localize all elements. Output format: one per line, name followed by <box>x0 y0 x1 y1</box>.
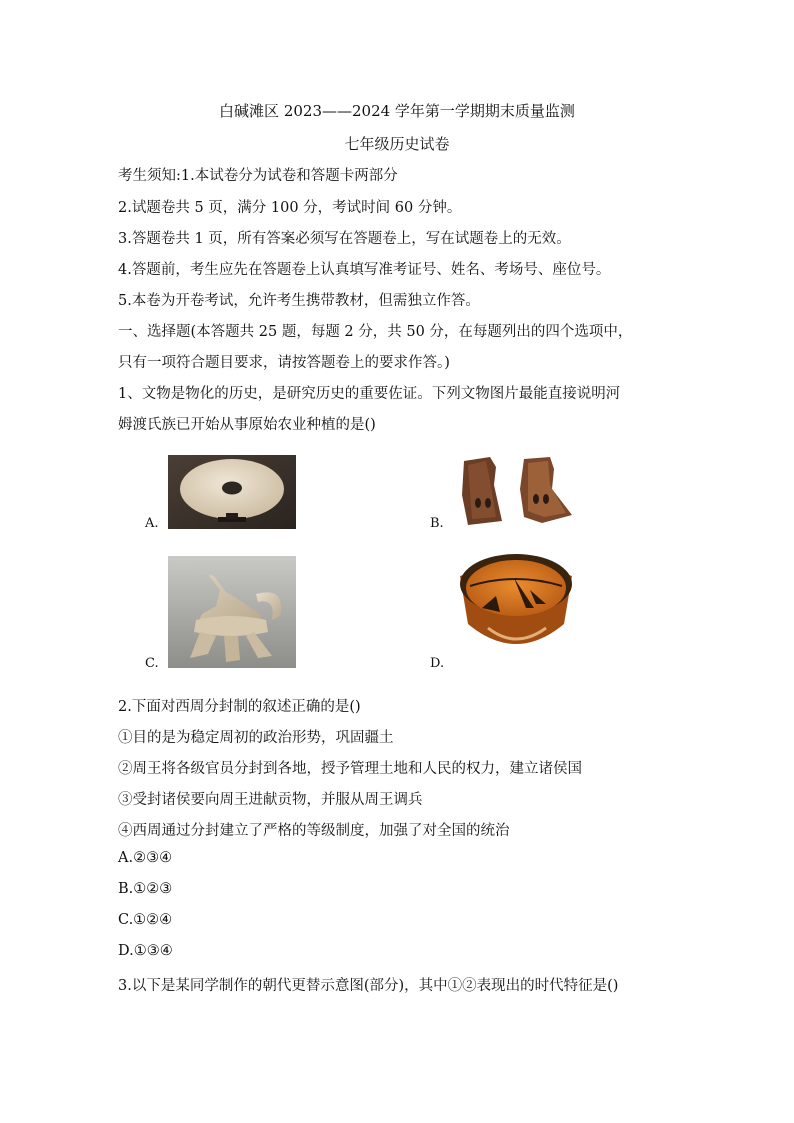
option-d-painted-bowl-image <box>456 546 576 666</box>
option-c-pottery-vessel-image <box>168 556 296 668</box>
q3-stem: 3.以下是某同学制作的朝代更替示意图(部分)，其中①②表现出的时代特征是() <box>118 978 619 994</box>
option-a-jade-disc-image <box>168 455 296 529</box>
q1-stem-line-1: 1、文物是物化的历史，是研究历史的重要佐证。下列文物图片最能直接说明河 <box>118 386 621 402</box>
section-heading-line-1: 一、选择题(本答题共 25 题，每题 2 分，共 50 分，在每题列出的四个选项中， <box>118 324 633 340</box>
q2-item-1: ①目的是为稳定周初的政治形势，巩固疆土 <box>118 730 394 746</box>
option-c-label: C. <box>145 656 159 671</box>
option-b-label: B. <box>430 516 444 531</box>
q2-option-d: D.①③④ <box>118 943 173 959</box>
notice-line-3: 3.答题卷共 1 页，所有答案必须写在答题卷上，写在试题卷上的无效。 <box>118 231 571 247</box>
option-b-bone-plough-image <box>458 455 578 527</box>
q1-stem-line-2: 姆渡氏族已开始从事原始农业种植的是() <box>118 417 376 433</box>
notice-line-1: 考生须知:1.本试卷分为试卷和答题卡两部分 <box>118 168 398 184</box>
exam-subtitle: 七年级历史试卷 <box>344 135 450 153</box>
q2-item-3: ③受封诸侯要向周王进献贡物，并服从周王调兵 <box>118 792 423 808</box>
notice-line-2: 2.试题卷共 5 页，满分 100 分，考试时间 60 分钟。 <box>118 200 462 216</box>
section-heading-line-2: 只有一项符合题目要求，请按答题卷上的要求作答。) <box>118 355 450 371</box>
q2-stem: 2.下面对西周分封制的叙述正确的是() <box>118 699 361 715</box>
option-a-label: A. <box>145 516 159 531</box>
notice-line-5: 5.本卷为开卷考试，允许考生携带教材，但需独立作答。 <box>118 293 480 309</box>
exam-title: 白碱滩区 2023——2024 学年第一学期期末质量监测 <box>219 102 575 120</box>
q2-item-4: ④西周通过分封建立了严格的等级制度，加强了对全国的统治 <box>118 823 510 839</box>
q2-option-a: A.②③④ <box>118 850 173 866</box>
q2-option-c: C.①②④ <box>118 912 173 928</box>
q2-option-b: B.①②③ <box>118 881 173 897</box>
q2-item-2: ②周王将各级官员分封到各地，授予管理土地和人民的权力，建立诸侯国 <box>118 761 582 777</box>
notice-line-4: 4.答题前，考生应先在答题卷上认真填写准考证号、姓名、考场号、座位号。 <box>118 262 611 278</box>
option-d-label: D. <box>430 656 445 671</box>
